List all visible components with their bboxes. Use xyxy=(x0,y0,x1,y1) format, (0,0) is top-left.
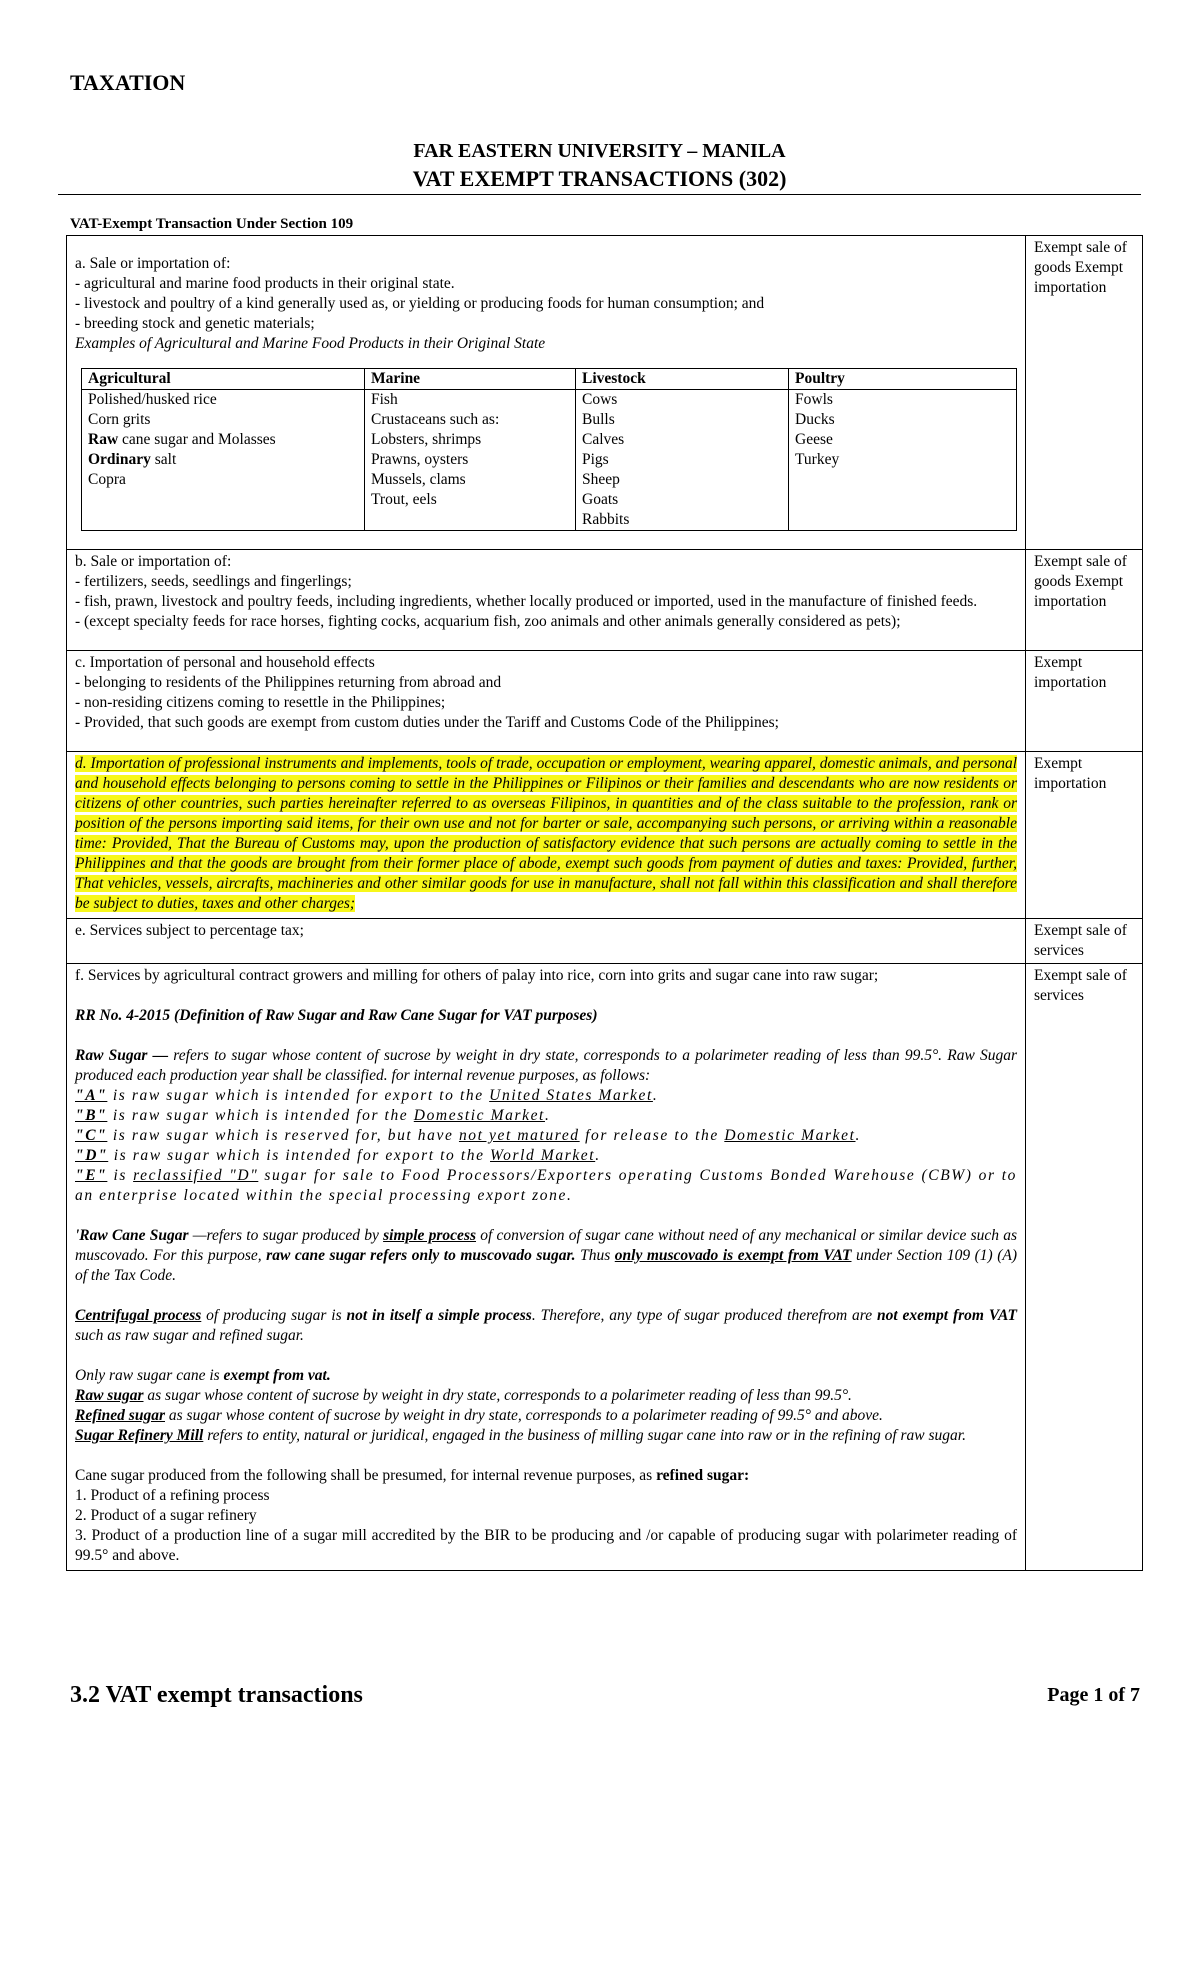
marine-item: Trout, eels xyxy=(371,491,437,508)
livestock-item: Calves xyxy=(582,431,625,448)
marine-item: Mussels, clams xyxy=(371,471,466,488)
row-c-intro: c. Importation of personal and household effects xyxy=(75,654,375,671)
row-b-intro: b. Sale or importation of: xyxy=(75,553,232,570)
header-marine: Marine xyxy=(365,369,576,390)
only-raw-cane-note: Only raw sugar cane is exempt from vat. xyxy=(75,1367,331,1384)
header-livestock: Livestock xyxy=(576,369,789,390)
marine-item: Fish xyxy=(371,391,398,408)
examples-caption: Examples of Agricultural and Marine Food Products in their Original State xyxy=(75,335,546,352)
university-name: FAR EASTERN UNIVERSITY – MANILA xyxy=(413,140,786,162)
row-c xyxy=(67,651,1143,752)
row-f-classification: Exempt sale of services xyxy=(1026,964,1143,1571)
poultry-item: Geese xyxy=(795,431,833,448)
livestock-item: Goats xyxy=(582,491,619,508)
livestock-item: Pigs xyxy=(582,451,609,468)
page-number: Page 1 of 7 xyxy=(1047,1684,1140,1706)
refinery-mill-definition: Sugar Refinery Mill refers to entity, natural or juridical, engaged in the business of milling sugar cane into raw or in the refining of raw sugar. xyxy=(75,1427,966,1444)
livestock-column xyxy=(576,390,789,531)
poultry-item: Turkey xyxy=(795,451,840,468)
row-b-item: - fish, prawn, livestock and poultry feeds, including ingredients, whether locally produced or imported, used in the manufacture of finished feeds. xyxy=(75,593,978,610)
class-d: "D" is raw sugar which is intended for export to the World Market. xyxy=(75,1147,601,1164)
marine-item: Crustaceans such as: xyxy=(371,411,500,428)
raw-cane-sugar-definition: 'Raw Cane Sugar —refers to sugar produced by simple process of conversion of sugar cane without need of any mechanical or similar device such as muscovado. For this purpose, raw cane sugar refers only to muscovado sugar. Thus only muscovado is exempt from VAT under Section 109 (1) (A) of the Tax Code. xyxy=(75,1227,1018,1284)
livestock-item: Bulls xyxy=(582,411,615,428)
agri-item: Ordinary salt xyxy=(88,451,177,468)
marine-item: Prawns, oysters xyxy=(371,451,469,468)
row-c-item: - Provided, that such goods are exempt from custom duties under the Tariff and Customs Code of the Philippines; xyxy=(75,714,779,731)
refined-sugar-definition: Refined sugar as sugar whose content of sucrose by weight in dry state, corresponds to a polarimeter reading of 99.5° and above. xyxy=(75,1407,883,1424)
exempt-transactions-table xyxy=(66,235,1143,1571)
class-b: "B" is raw sugar which is intended for the Domestic Market. xyxy=(75,1107,551,1124)
agri-item: Copra xyxy=(88,471,126,488)
row-a-classification: Exempt sale of goods Exempt importation xyxy=(1026,236,1143,550)
agricultural-column xyxy=(82,390,365,531)
row-b-item: - (except specialty feeds for race horses, fighting cocks, acquarium fish, zoo animals and other animals generally considered as pets); xyxy=(75,613,901,630)
poultry-item: Ducks xyxy=(795,411,835,428)
row-f-intro: f. Services by agricultural contract growers and milling for others of palay into rice, corn into grits and sugar cane into raw sugar; xyxy=(75,967,879,984)
agri-item: Corn grits xyxy=(88,411,151,428)
row-a xyxy=(67,236,1143,550)
refined-list-item: 1. Product of a refining process xyxy=(75,1487,270,1504)
raw-sugar-definition: Raw Sugar — refers to sugar whose content of sucrose by weight in dry state, corresponds to a polarimeter reading of less than 99.5°. Raw Sugar produced each production year shall be classified. for internal revenue purposes, as follows: xyxy=(75,1047,1018,1084)
row-c-classification: Exempt importation xyxy=(1026,651,1143,752)
livestock-item: Cows xyxy=(582,391,618,408)
poultry-column xyxy=(789,390,1017,531)
row-d-highlighted-text: d. Importation of professional instruments and implements, tools of trade, occupation or employment, wearing apparel, domestic animals, and personal and household effects belonging to persons coming to settle in the Philippines or Filipinos or their families and descendants who are now residents or citizens of other countries, such parties hereinafter referred to as overseas Filipinos, in quantities and of the class suitable to the profession, rank or position of the persons importing said items, for their own use and not for barter or sale, accompanying such persons, or arriving within a reasonable time: Provided, That the Bureau of Customs may, upon the production of satisfactory evidence that such persons are actually coming to settle in the Philippines and that the goods are brought from their former place of abode, exempt such goods from payment of duties and taxes: Provided, further, That vehicles, vessels, aircrafts, machineries and other similar goods for use in manufacture, shall not fall within this classification and shall therefore be subject to duties, taxes and other charges; xyxy=(75,755,1017,912)
row-c-item: - non-residing citizens coming to resettle in the Philippines; xyxy=(75,694,446,711)
centrifugal-process-note: Centrifugal process of producing sugar is not in itself a simple process. Therefore, any type of sugar produced therefrom are not exempt from VAT such as raw sugar and refined sugar. xyxy=(75,1307,1017,1344)
footer-section-title: 3.2 VAT exempt transactions xyxy=(70,1682,363,1708)
subject-title: TAXATION xyxy=(70,70,186,95)
row-a-item: - agricultural and marine food products in their original state. xyxy=(75,275,455,292)
row-e-classification: Exempt sale of services xyxy=(1026,919,1143,964)
section-caption: VAT-Exempt Transaction Under Section 109 xyxy=(70,216,354,232)
row-f xyxy=(67,964,1143,1571)
class-a: "A" is raw sugar which is intended for export to the United States Market. xyxy=(75,1087,659,1104)
livestock-item: Rabbits xyxy=(582,511,630,528)
food-products-table xyxy=(81,368,1017,531)
header-agricultural: Agricultural xyxy=(82,369,365,390)
marine-item: Lobsters, shrimps xyxy=(371,431,482,448)
refined-list-item: 2. Product of a sugar refinery xyxy=(75,1507,257,1524)
row-a-item: - breeding stock and genetic materials; xyxy=(75,315,315,332)
row-a-item: - livestock and poultry of a kind generally used as, or yielding or producing foods for human consumption; and xyxy=(75,295,765,312)
poultry-item: Fowls xyxy=(795,391,833,408)
row-b-classification: Exempt sale of goods Exempt importation xyxy=(1026,550,1143,651)
marine-column xyxy=(365,390,576,531)
raw-sugar-short-definition: Raw sugar as sugar whose content of sucrose by weight in dry state, corresponds to a polarimeter reading of less than 99.5°. xyxy=(75,1387,852,1404)
row-b-item: - fertilizers, seeds, seedlings and fingerlings; xyxy=(75,573,352,590)
row-e xyxy=(67,919,1143,964)
livestock-item: Sheep xyxy=(582,471,620,488)
title-divider xyxy=(58,194,1141,195)
document-title: VAT EXEMPT TRANSACTIONS (302) xyxy=(412,166,787,191)
row-e-text: e. Services subject to percentage tax; xyxy=(67,919,1026,964)
agri-item: Polished/husked rice xyxy=(88,391,217,408)
rr-heading: RR No. 4-2015 (Definition of Raw Sugar and Raw Cane Sugar for VAT purposes) xyxy=(75,1007,598,1024)
refined-list-item: 3. Product of a production line of a sugar mill accredited by the BIR to be producing and /or capable of producing sugar with polarimeter reading of 99.5° and above. xyxy=(75,1527,1017,1564)
row-a-intro: a. Sale or importation of: xyxy=(75,255,231,272)
row-c-item: - belonging to residents of the Philippines returning from abroad and xyxy=(75,674,502,691)
agri-item: Raw cane sugar and Molasses xyxy=(88,431,276,448)
row-d-classification: Exempt importation xyxy=(1026,752,1143,919)
class-c: "C" is raw sugar which is reserved for, but have not yet matured for release to the Domestic Market. xyxy=(75,1127,861,1144)
row-d xyxy=(67,752,1143,919)
cane-sugar-presumption: Cane sugar produced from the following shall be presumed, for internal revenue purposes, as refined sugar: xyxy=(75,1467,750,1484)
header-poultry: Poultry xyxy=(789,369,1017,390)
raw-sugar-term: Raw Sugar — xyxy=(75,1047,169,1064)
row-b xyxy=(67,550,1143,651)
class-e: "E" is reclassified "D" sugar for sale to Food Processors/Exporters operating Customs Bonded Warehouse (CBW) or to an enterprise located within the special processing export zone. xyxy=(75,1167,1017,1204)
